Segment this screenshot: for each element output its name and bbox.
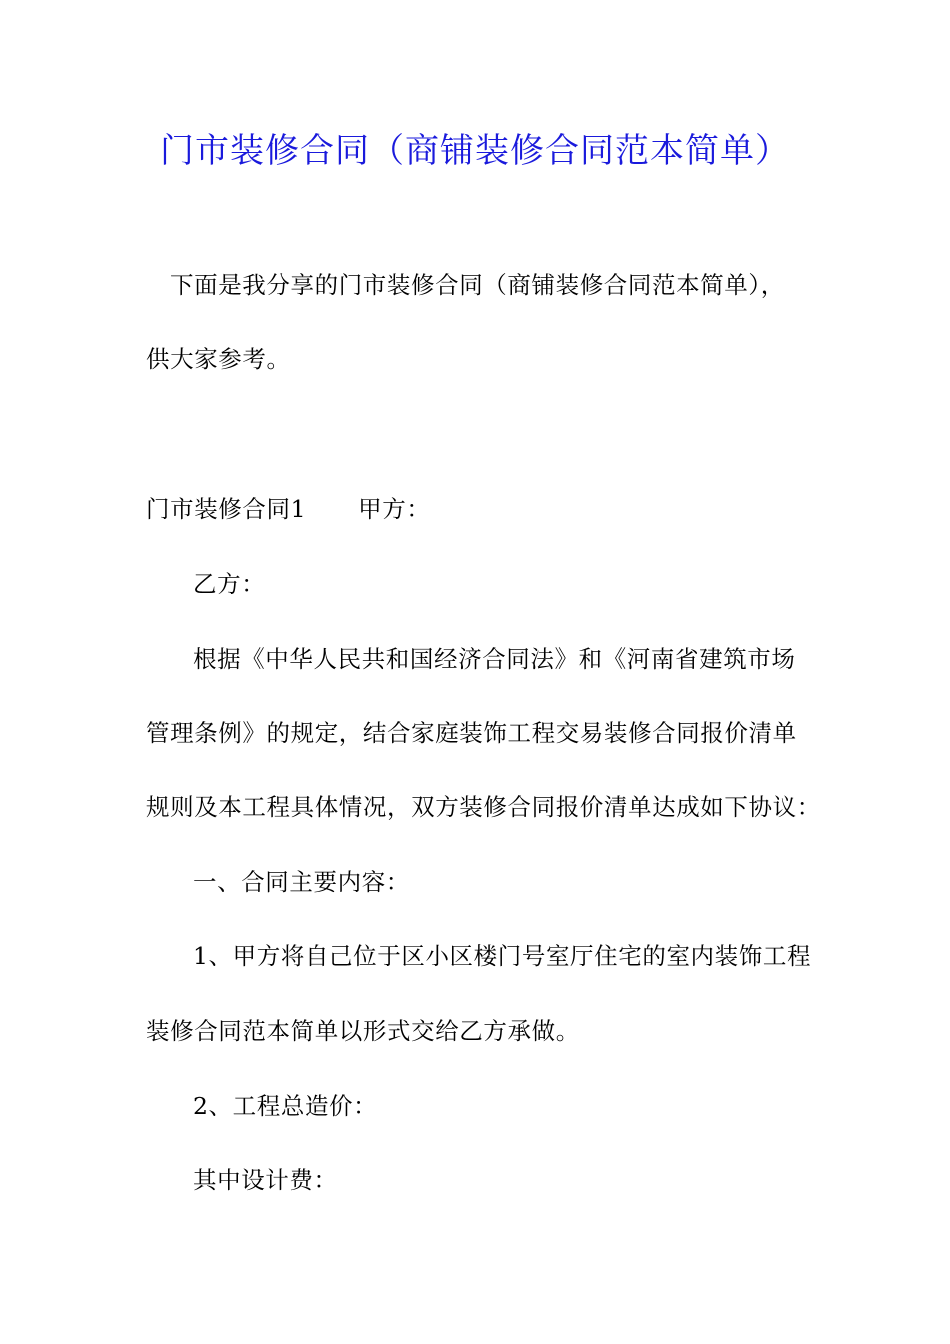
intro-line-2: 供大家参考。 (146, 345, 291, 373)
clause-2: 2、工程总造价： (193, 1092, 378, 1120)
party-b-label: 乙方： (193, 570, 266, 598)
paragraph-line-1: 根据《中华人民共和国经济合同法》和《河南省建筑市场 (193, 645, 796, 673)
clause-1-line-2: 装修合同范本简单以形式交给乙方承做。 (146, 1017, 580, 1045)
contract-heading: 门市装修合同1 (146, 495, 307, 523)
section-heading-1: 一、合同主要内容： (193, 868, 410, 896)
design-fee-line: 其中设计费： (193, 1166, 338, 1194)
intro-line-1: 下面是我分享的门市装修合同（商铺装修合同范本简单）， (170, 271, 785, 299)
paragraph-line-2: 管理条例》的规定，结合家庭装饰工程交易装修合同报价清单 (146, 719, 797, 747)
paragraph-line-3: 规则及本工程具体情况，双方装修合同报价清单达成如下协议： (146, 793, 821, 821)
party-a-label: 甲方： (358, 495, 431, 523)
document-title: 门市装修合同（商铺装修合同范本简单） (160, 131, 790, 171)
contract-heading-line (146, 493, 430, 525)
clause-1-line-1: 1、甲方将自己位于区小区楼门号室厅住宅的室内装饰工程 (193, 942, 812, 970)
